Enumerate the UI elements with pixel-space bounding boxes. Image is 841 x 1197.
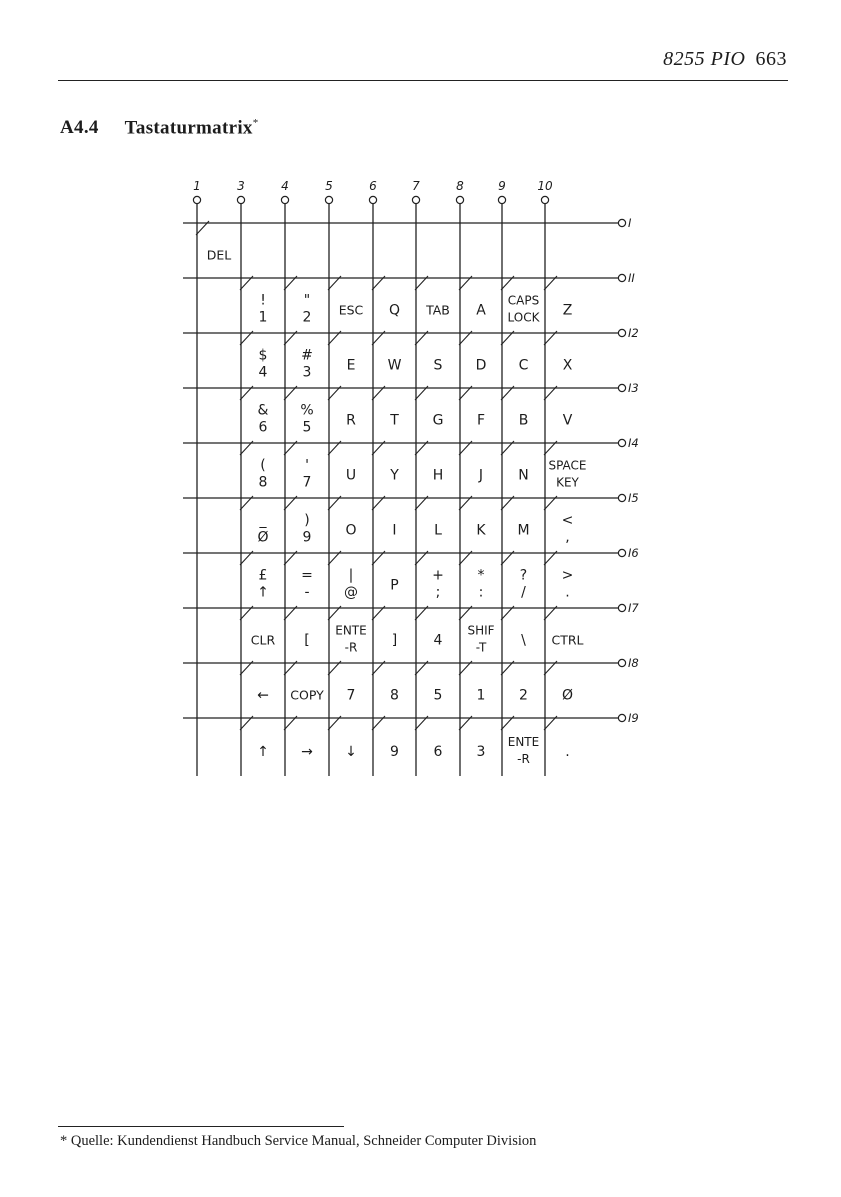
key-label-top: £ [258, 567, 268, 584]
footnote [60, 1133, 536, 1150]
column-terminal [412, 196, 419, 203]
row-terminal [618, 274, 625, 281]
column-label: 7 [412, 179, 420, 193]
key-label: V [562, 412, 573, 429]
key-label: ↑ [257, 744, 269, 760]
key-label: K [476, 522, 486, 539]
key-label-top: = [301, 567, 313, 584]
row-label: I4 [628, 436, 639, 450]
column-terminal [281, 196, 288, 203]
key-label-bottom: 1 [258, 309, 268, 326]
row-terminal [618, 549, 625, 556]
key-label-top: SPACE [548, 458, 587, 473]
row-terminal [618, 714, 625, 721]
key-label-bottom: KEY [556, 475, 579, 490]
column-label: 6 [369, 179, 377, 193]
key-label-top: ENTE [507, 735, 540, 749]
key-label: [ [304, 632, 310, 649]
key-label: . [565, 744, 570, 760]
column-terminal [498, 196, 505, 203]
key-label: ← [257, 687, 269, 704]
row-label: I2 [628, 326, 639, 340]
key-label-top: SHIF [467, 623, 495, 638]
row-terminal [618, 659, 625, 666]
key-label: ↓ [345, 744, 357, 760]
key-label: B [518, 412, 529, 429]
key-label: D [475, 357, 487, 374]
section-number: A4.4 [60, 117, 99, 139]
key-label: CTRL [551, 632, 584, 648]
key-label-bottom: 4 [258, 364, 268, 381]
key-label: F [476, 412, 486, 429]
row-label: I9 [628, 711, 639, 725]
key-label-top: CAPS [507, 293, 540, 308]
column-terminal [456, 196, 463, 203]
key-label: S [433, 357, 443, 374]
column-label: 9 [498, 179, 506, 193]
key-label-top: " [303, 292, 311, 309]
key-label-top: $ [258, 347, 268, 364]
column-label: 8 [456, 179, 464, 193]
row-label: I7 [628, 601, 639, 615]
key-label-bottom: 2 [302, 309, 312, 326]
key-label: TAB [426, 302, 450, 318]
key-label: A [476, 302, 486, 319]
key-label-bottom: 3 [302, 364, 312, 381]
key-label: DEL [206, 247, 232, 263]
key-label: 7 [346, 687, 356, 704]
key-label-bottom: 8 [258, 474, 268, 491]
key-label-top: ENTE [335, 623, 367, 638]
key-label-top: % [300, 402, 314, 419]
key-label: Z [562, 302, 573, 319]
key-label-bottom: Ø [257, 529, 269, 546]
key-label: ] [391, 632, 398, 649]
column-label: 1 [193, 179, 201, 193]
key-label-bottom: 5 [302, 419, 312, 436]
key-label-bottom: : [478, 584, 484, 601]
row-terminal [618, 439, 625, 446]
key-label-bottom: 9 [302, 529, 312, 546]
row-label: I6 [628, 546, 639, 560]
key-label: 3 [476, 744, 486, 760]
key-label: M [517, 522, 530, 539]
key-label: W [387, 357, 402, 374]
row-label: II [628, 271, 635, 285]
key-label: T [390, 412, 399, 429]
key-label-bottom: 7 [302, 474, 312, 491]
key-label-top: # [301, 347, 313, 364]
key-label-top: + [432, 567, 444, 584]
key-label: Y [390, 467, 399, 484]
key-label: 1 [476, 687, 486, 704]
footnote-marker: * [252, 117, 259, 129]
key-label: J [478, 467, 484, 484]
key-label-top: | [348, 567, 354, 584]
column-terminal [325, 196, 332, 203]
row-label: I [628, 216, 632, 230]
key-label: H [432, 467, 444, 484]
key-label: \ [521, 632, 526, 649]
section-title: Tastaturmatrix [124, 117, 253, 139]
key-label-top: ! [260, 292, 266, 309]
key-label: 5 [433, 687, 443, 704]
key-label-bottom: 6 [258, 419, 268, 436]
key-label-top: ' [305, 457, 309, 474]
key-label-bottom: -T [475, 640, 487, 655]
footnote-rule [58, 1126, 344, 1127]
key-label: Q [388, 302, 401, 319]
key-label-top: ) [304, 512, 310, 529]
key-label: P [390, 577, 399, 594]
key-label: COPY [290, 687, 324, 703]
key-label: 6 [433, 744, 443, 760]
key-label: C [518, 357, 529, 374]
column-terminal [369, 196, 376, 203]
key-label: ESC [338, 302, 364, 318]
key-label-bottom: . [565, 584, 570, 601]
row-label: I8 [628, 656, 639, 670]
key-label: G [432, 412, 444, 429]
key-label-top: ( [260, 457, 266, 474]
key-label: R [346, 412, 356, 429]
page-number: 663 [755, 48, 787, 70]
key-label: → [301, 744, 313, 760]
key-label-bottom: - [304, 584, 310, 601]
row-terminal [618, 219, 625, 226]
key-label-bottom: -R [344, 640, 358, 655]
key-label: I [392, 522, 397, 539]
key-label-top: < [561, 512, 574, 529]
key-label-top: _ [259, 512, 267, 529]
column-label: 4 [281, 179, 289, 193]
footnote-marker-bottom: * [60, 1133, 68, 1149]
row-terminal [618, 384, 625, 391]
footnote-text: Quelle: Kundendienst Handbuch Service Manual, Schneider Computer Division [70, 1133, 537, 1149]
key-label: Ø [561, 687, 574, 704]
key-label: 8 [390, 687, 399, 704]
key-label-top: * [477, 567, 485, 584]
key-label-bottom: / [521, 584, 526, 601]
key-label: 9 [390, 744, 399, 760]
key-label: N [518, 467, 529, 484]
key-label-top: & [257, 402, 269, 419]
row-label: I5 [628, 491, 639, 505]
key-label-top: ? [519, 567, 528, 584]
row-terminal [618, 604, 625, 611]
key-label-bottom: ; [435, 584, 441, 601]
key-label-top: > [561, 567, 574, 584]
column-label: 3 [237, 179, 245, 193]
key-label: U [345, 467, 357, 484]
key-label: 2 [519, 687, 528, 704]
key-label-bottom: @ [344, 584, 358, 601]
column-label: 5 [325, 179, 333, 193]
key-label: CLR [250, 632, 276, 648]
column-terminal [193, 196, 200, 203]
key-label-bottom: -R [517, 752, 530, 766]
column-terminal [541, 196, 548, 203]
key-label-bottom: , [565, 529, 570, 546]
key-label-bottom: LOCK [507, 310, 540, 325]
key-label: O [345, 522, 357, 539]
running-head-title: 8255 PIO [663, 48, 746, 70]
row-terminal [618, 494, 625, 501]
row-label: I3 [628, 381, 639, 395]
row-terminal [618, 329, 625, 336]
key-label: X [562, 357, 573, 374]
key-label: E [346, 357, 356, 374]
key-label: L [434, 522, 442, 539]
key-label-bottom: ↑ [257, 584, 269, 601]
column-terminal [237, 196, 244, 203]
key-label: 4 [433, 632, 443, 649]
column-label: 10 [537, 179, 553, 193]
